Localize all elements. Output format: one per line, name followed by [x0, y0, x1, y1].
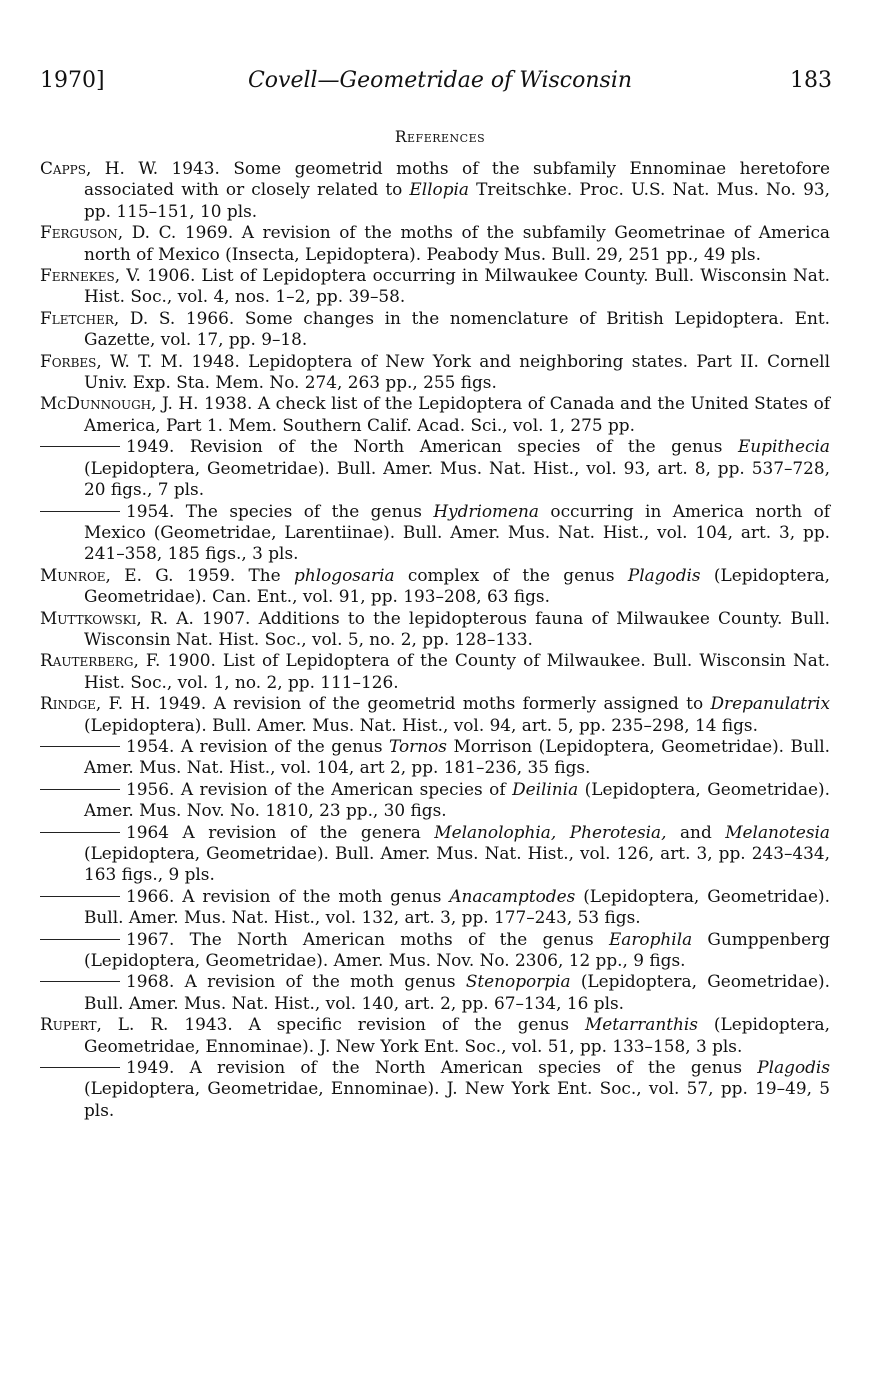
header-year: 1970] [40, 68, 105, 93]
reference-text: 1969. A revision of the moths of the subfamily Geometrinae of America north of Mexico (Insecta, Lepidoptera). Peabody Mus. Bull. 29, 251 pp., 49 pls. [84, 222, 830, 264]
running-header [40, 68, 840, 102]
reference-italic: Plagodis [627, 564, 701, 585]
reference-author: McDunnough, J. H. [40, 393, 199, 414]
reference-text: 1966. A revision of the moth genus [126, 885, 450, 906]
reference-text: 1949. Revision of the North American species of the genus [126, 436, 738, 457]
reference-italic: Ellopia [409, 179, 469, 200]
reference-entry [40, 158, 830, 222]
ditto-dash [40, 446, 120, 447]
reference-text: (Lepidoptera, Geometridae, Ennominae). J. New York Ent. Soc., vol. 57, pp. 19–49, 5 pls. [84, 1078, 830, 1120]
reference-text: 1968. A revision of the moth genus [126, 971, 466, 992]
reference-italic: Hydriomena [433, 500, 540, 521]
reference-italic: Drepanulatrix [710, 693, 830, 714]
reference-italic: Stenoporpia [465, 971, 571, 992]
reference-text: 1954. The species of the genus [126, 500, 434, 521]
ditto-dash [40, 832, 120, 833]
reference-entry [40, 650, 830, 693]
reference-italic: Plagodis [757, 1057, 830, 1078]
reference-text: 1938. A check list of the Lepidoptera of Canada and the United States of America, Part 1. Mem. Southern Calif. Acad. Sci., vol. 1, 275 pp. [84, 393, 830, 435]
reference-text: complex of the genus [394, 564, 628, 585]
ditto-dash [40, 511, 120, 512]
reference-text: (Lepidoptera). Bull. Amer. Mus. Nat. Hist., vol. 94, art. 5, pp. 235–298, 14 figs. [84, 714, 758, 735]
reference-italic: Earophila [608, 928, 693, 949]
reference-entry [40, 222, 830, 265]
reference-text: Morrison (Lepidoptera, Geometridae). Bull. Amer. Mus. Nat. Hist., vol. 104, art 2, pp. 181–236, 35 figs. [84, 735, 831, 778]
reference-entry [40, 779, 830, 822]
reference-italic: Melanolophia, Pherotesia, [434, 821, 667, 842]
page [40, 0, 840, 1380]
reference-italic: Metarranthis [584, 1014, 698, 1035]
reference-italic: Melanotesia [725, 821, 830, 842]
reference-text: Gumppenberg (Lepidoptera, Geometridae). Amer. Mus. Nov. No. 2306, 12 pp., 9 figs. [84, 928, 830, 971]
reference-text: 1949. A revision of the North American species of the genus [126, 1057, 758, 1078]
reference-text: 1906. List of Lepidoptera occurring in Milwaukee County. Bull. Wisconsin Nat. Hist. Soc., vol. 4, nos. 1–2, pp. 39–58. [84, 265, 831, 307]
reference-italic: Tornos [389, 735, 447, 756]
ditto-dash [40, 939, 120, 940]
ditto-dash [40, 746, 120, 747]
header-title: Covell—Geometridae of Wisconsin [247, 68, 633, 93]
reference-entry [40, 736, 830, 779]
reference-author: Rindge, F. H. [40, 693, 151, 714]
reference-text: (Lepidoptera, Geometridae). Bull. Amer. Mus. Nat. Hist., vol. 93, art. 8, pp. 537–728, 20 figs., 7 pls. [84, 457, 830, 500]
reference-text: 1900. List of Lepidoptera of the County of Milwaukee. Bull. Wisconsin Nat. Hist. Soc., vol. 1, no. 2, pp. 111–126. [84, 650, 830, 692]
reference-author: Ferguson, D. C. [40, 222, 177, 243]
reference-text: 1967. The North American moths of the genus [126, 928, 609, 949]
reference-author: Fletcher, D. S. [40, 307, 176, 328]
reference-entry [40, 501, 830, 565]
reference-author: Munroe, E. G. [40, 564, 174, 585]
reference-entry [40, 929, 830, 972]
reference-author: Capps, H. W. [40, 158, 159, 178]
reference-italic: Deilinia [512, 778, 579, 799]
reference-entry [40, 822, 830, 886]
reference-text: and [666, 821, 726, 842]
reference-author: Rauterberg, F. [40, 650, 161, 671]
reference-text: 1948. Lepidoptera of New York and neighboring states. Part II. Cornell Univ. Exp. Sta. Mem. No. 274, 263 pp., 255 figs. [84, 350, 830, 393]
reference-text: occurring in America north of Mexico (Geometridae, Larentiinae). Bull. Amer. Mus. Nat. Hist., vol. 104, art. 3, pp. 241–358, 185 figs., 3 pls. [84, 500, 831, 564]
reference-author: Rupert, L. R. [40, 1014, 169, 1035]
reference-text: 1966. Some changes in the nomenclature of British Lepidoptera. Ent. Gazette, vol. 17, pp. 9–18. [84, 307, 830, 350]
reference-entry [40, 436, 830, 500]
reference-text: (Lepidoptera, Geometridae). Bull. Amer. Mus. Nat. Hist., vol. 140, art. 2, pp. 67–134, 16 pls. [84, 971, 830, 1013]
reference-text: (Lepidoptera, Geometridae, Ennominae). J. New York Ent. Soc., vol. 51, pp. 133–158, 3 pls. [84, 1014, 830, 1056]
ditto-dash [40, 896, 120, 897]
reference-author: Fernekes, V. [40, 265, 141, 286]
reference-entry [40, 308, 830, 351]
reference-text: (Lepidoptera, Geometridae). Bull. Amer. Mus. Nat. Hist., vol. 132, art. 3, pp. 177–243, 53 figs. [84, 885, 830, 928]
page-number: 183 [790, 68, 832, 93]
reference-author: Forbes, W. T. M. [40, 350, 184, 371]
reference-author: Muttkowski, R. A. [40, 607, 194, 628]
reference-entry [40, 971, 830, 1014]
reference-text: 1907. Additions to the lepidopterous fauna of Milwaukee County. Bull. Wisconsin Nat. Hist. Soc., vol. 5, no. 2, pp. 128–133. [84, 607, 830, 649]
reference-text: 1943. A specific revision of the genus [168, 1014, 585, 1035]
reference-text: (Lepidoptera, Geometridae). Bull. Amer. Mus. Nat. Hist., vol. 126, art. 3, pp. 243–434, 163 figs., 9 pls. [84, 843, 830, 885]
reference-entry [40, 1014, 830, 1057]
reference-text: 1949. A revision of the geometrid moths formerly assigned to [150, 693, 711, 714]
reference-entry [40, 351, 830, 394]
reference-entry [40, 1057, 830, 1121]
reference-text: 1943. Some geometrid moths of the subfamily Ennominae heretofore associated with or closely related to [84, 158, 830, 200]
reference-text: 1954. A revision of the genus [126, 735, 390, 756]
reference-italic: Anacamptodes [449, 885, 576, 906]
reference-italic: Eupithecia [737, 436, 830, 457]
reference-entry [40, 886, 830, 929]
reference-text: Treitschke. Proc. U.S. Nat. Mus. No. 93, pp. 115–151, 10 pls. [84, 179, 830, 221]
reference-entry [40, 693, 830, 736]
reference-entry [40, 393, 830, 436]
ditto-dash [40, 789, 120, 790]
reference-entry [40, 565, 830, 608]
reference-text: (Lepidoptera, Geometridae). Can. Ent., vol. 91, pp. 193–208, 63 figs. [84, 564, 831, 607]
ditto-dash [40, 981, 120, 982]
reference-text: (Lepidoptera, Geometridae). Amer. Mus. Nov. No. 1810, 23 pp., 30 figs. [84, 778, 830, 821]
reference-italic: phlogosaria [294, 564, 395, 585]
reference-text: 1964 A revision of the genera [126, 821, 435, 842]
reference-text: 1959. The [173, 564, 295, 585]
reference-text: 1956. A revision of the American species of [126, 778, 513, 799]
reference-entry [40, 608, 830, 651]
section-heading: References [394, 128, 486, 146]
reference-list [40, 158, 830, 1121]
ditto-dash [40, 1067, 120, 1068]
reference-entry [40, 265, 830, 308]
